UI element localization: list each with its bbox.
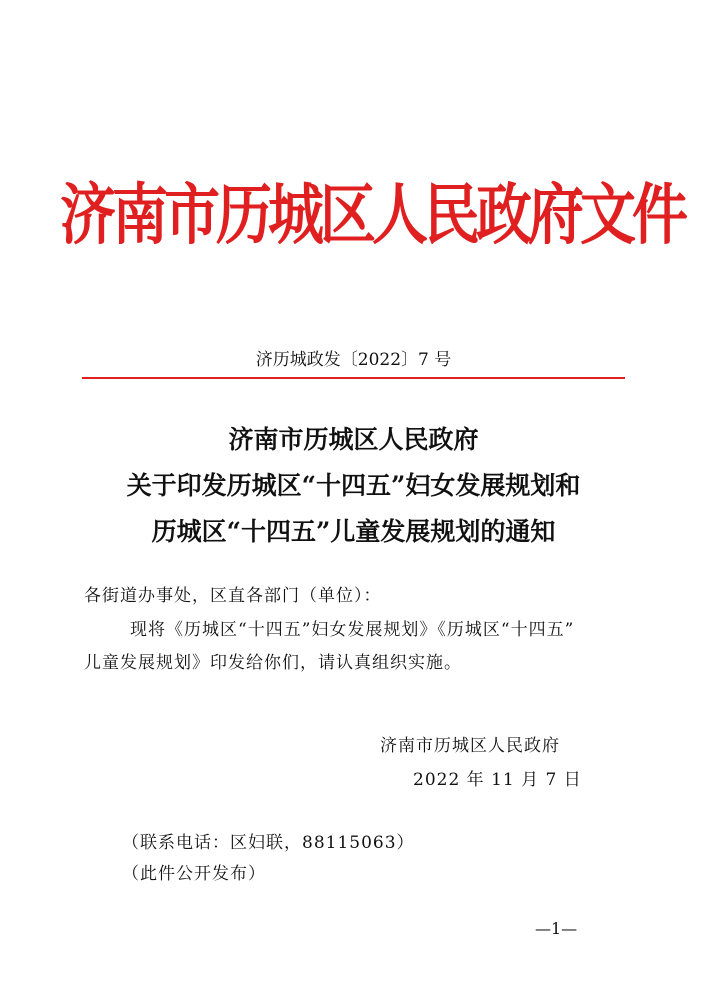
page-number: —1— — [535, 919, 578, 938]
salutation: 各街道办事处，区直各部门（单位）： — [84, 586, 382, 606]
publication-note: （此件公开发布） — [122, 864, 266, 884]
contact-note: （联系电话：区妇联，88115063） — [122, 833, 415, 853]
signature-organization: 济南市历城区人民政府 — [380, 736, 560, 756]
body-paragraph-line-1: 现将《历城区“十四五”妇女发展规划》《历城区“十四五” — [130, 620, 575, 640]
document-masthead-title: 济南市历城区人民政府文件 — [60, 176, 684, 255]
notice-title-line-2: 关于印发历城区“十四五”妇女发展规划和 — [126, 471, 581, 500]
signature-date: 2022 年 11 月 7 日 — [413, 770, 582, 790]
notice-title-line-1: 济南市历城区人民政府 — [228, 425, 479, 454]
body-paragraph-line-2: 儿童发展规划》印发给你们，请认真组织实施。 — [84, 653, 462, 673]
red-separator-line — [82, 377, 625, 379]
notice-title-line-3: 历城区“十四五”儿童发展规划的通知 — [151, 517, 556, 546]
document-number: 济历城政发〔2022〕7 号 — [255, 350, 452, 370]
